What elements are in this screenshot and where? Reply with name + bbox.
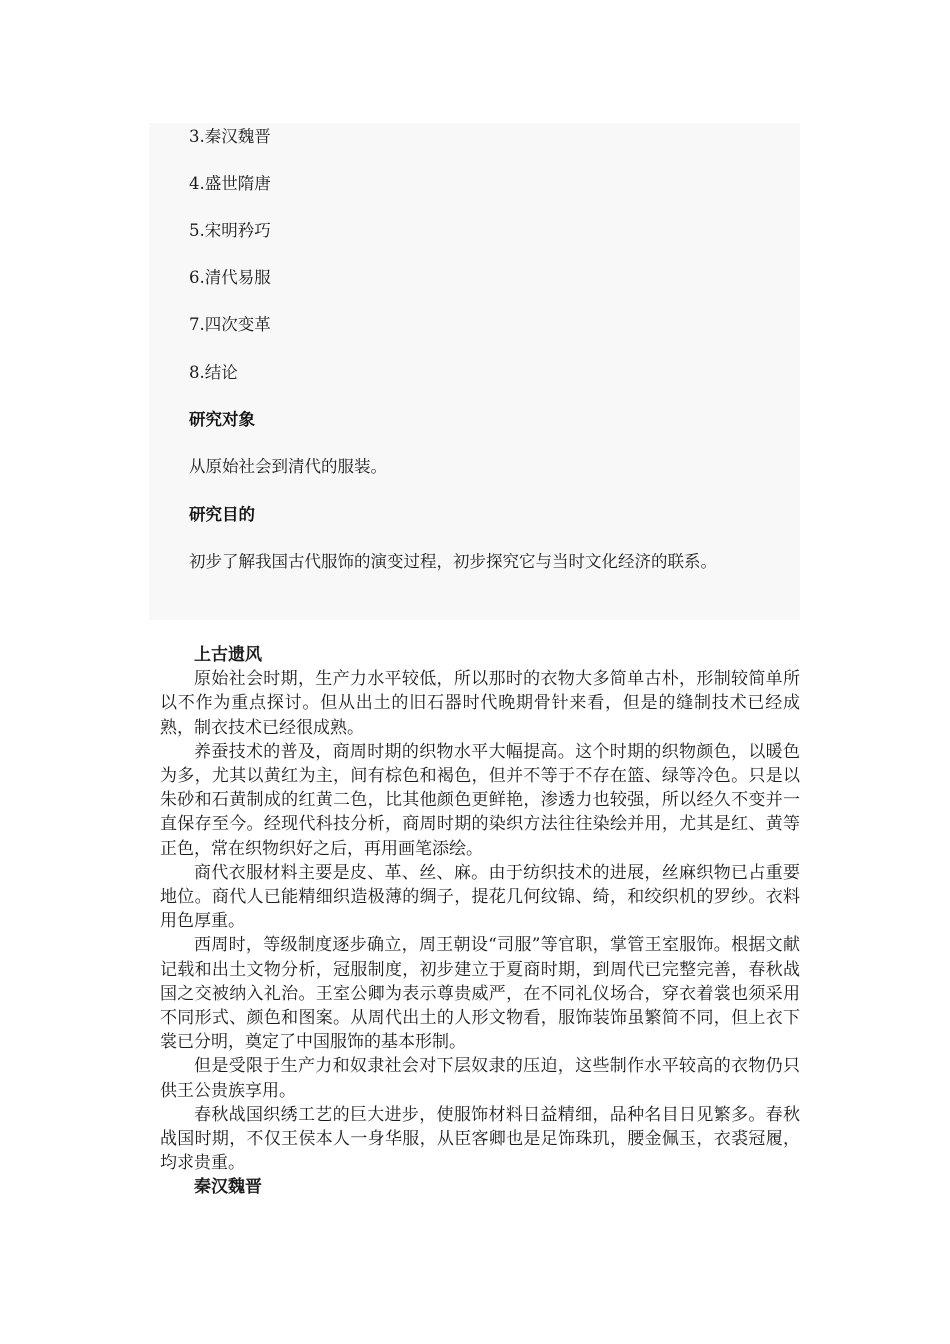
section-heading: 秦汉魏晋 [194,1177,262,1198]
research-object-heading: 研究对象 [189,410,255,429]
article-body [160,643,800,1200]
section-heading: 上古遗风 [194,645,262,665]
paragraph: 原始社会时期，生产力水平较低，所以那时的衣物大多简单古朴，形制较简单所以不作为重点探讨。但从出土的旧石器时代晚期骨针来看，但是的缝制技术已经成熟，制衣技术已经很成熟。 [160,669,800,738]
toc-item: 8.结论 [189,363,238,382]
research-summary-box [149,123,800,620]
toc-item: 3.秦汉魏晋 [189,127,271,146]
paragraph: 春秋战国织绣工艺的巨大进步，使服饰材料日益精细，品种名目日见繁多。春秋战国时期，不仅王侯本人一身华服，从臣客卿也是足饰珠玑，腰金佩玉，衣裘冠履，均求贵重。 [160,1104,800,1174]
research-object-text: 从原始社会到清代的服装。 [189,457,387,476]
toc-item: 4.盛世隋唐 [189,174,271,193]
toc-item: 6.清代易服 [189,268,271,287]
toc-item: 7.四次变革 [189,315,271,334]
research-purpose-text: 初步了解我国古代服饰的演变过程，初步探究它与当时文化经济的联系。 [189,552,717,571]
paragraph: 商代衣服材料主要是皮、革、丝、麻。由于纺织技术的进展，丝麻织物已占重要地位。商代人已能精细织造极薄的绸子，提花几何纹锦、绮，和绞织机的罗纱。衣料用色厚重。 [160,862,800,932]
paragraph: 养蚕技术的普及，商周时期的织物水平大幅提高。这个时期的织物颜色，以暖色为多，尤其以黄红为主，间有棕色和褐色，但并不等于不存在篮、绿等冷色。只是以朱砂和石黄制成的红黄二色，比其他颜色更鲜艳，渗透力也较强，所以经久不变并一直保存至今。经现代科技分析，商周时期的染织方法往往染绘并用，尤其是红、黄等正色，常在织物织好之后，再用画笔添绘。 [160,741,800,859]
paragraph: 西周时，等级制度逐步确立，周王朝设“司服”等官职，掌管王室服饰。根据文献记载和出土文物分析，冠服制度，初步建立于夏商时期，到周代已完整完善，春秋战国之交被纳入礼治。王室公卿为表示尊贵威严，在不同礼仪场合，穿衣着裳也须采用不同形式、颜色和图案。从周代出土的人形文物看，服饰装饰虽繁简不同，但上衣下裳已分明，奠定了中国服饰的基本形制。 [160,935,800,1053]
research-purpose-heading: 研究目的 [189,505,255,524]
toc-item: 5.宋明矜巧 [189,221,271,240]
paragraph: 但是受限于生产力和奴隶社会对下层奴隶的压迫，这些制作水平较高的衣物仍只供王公贵族享用。 [160,1056,800,1101]
